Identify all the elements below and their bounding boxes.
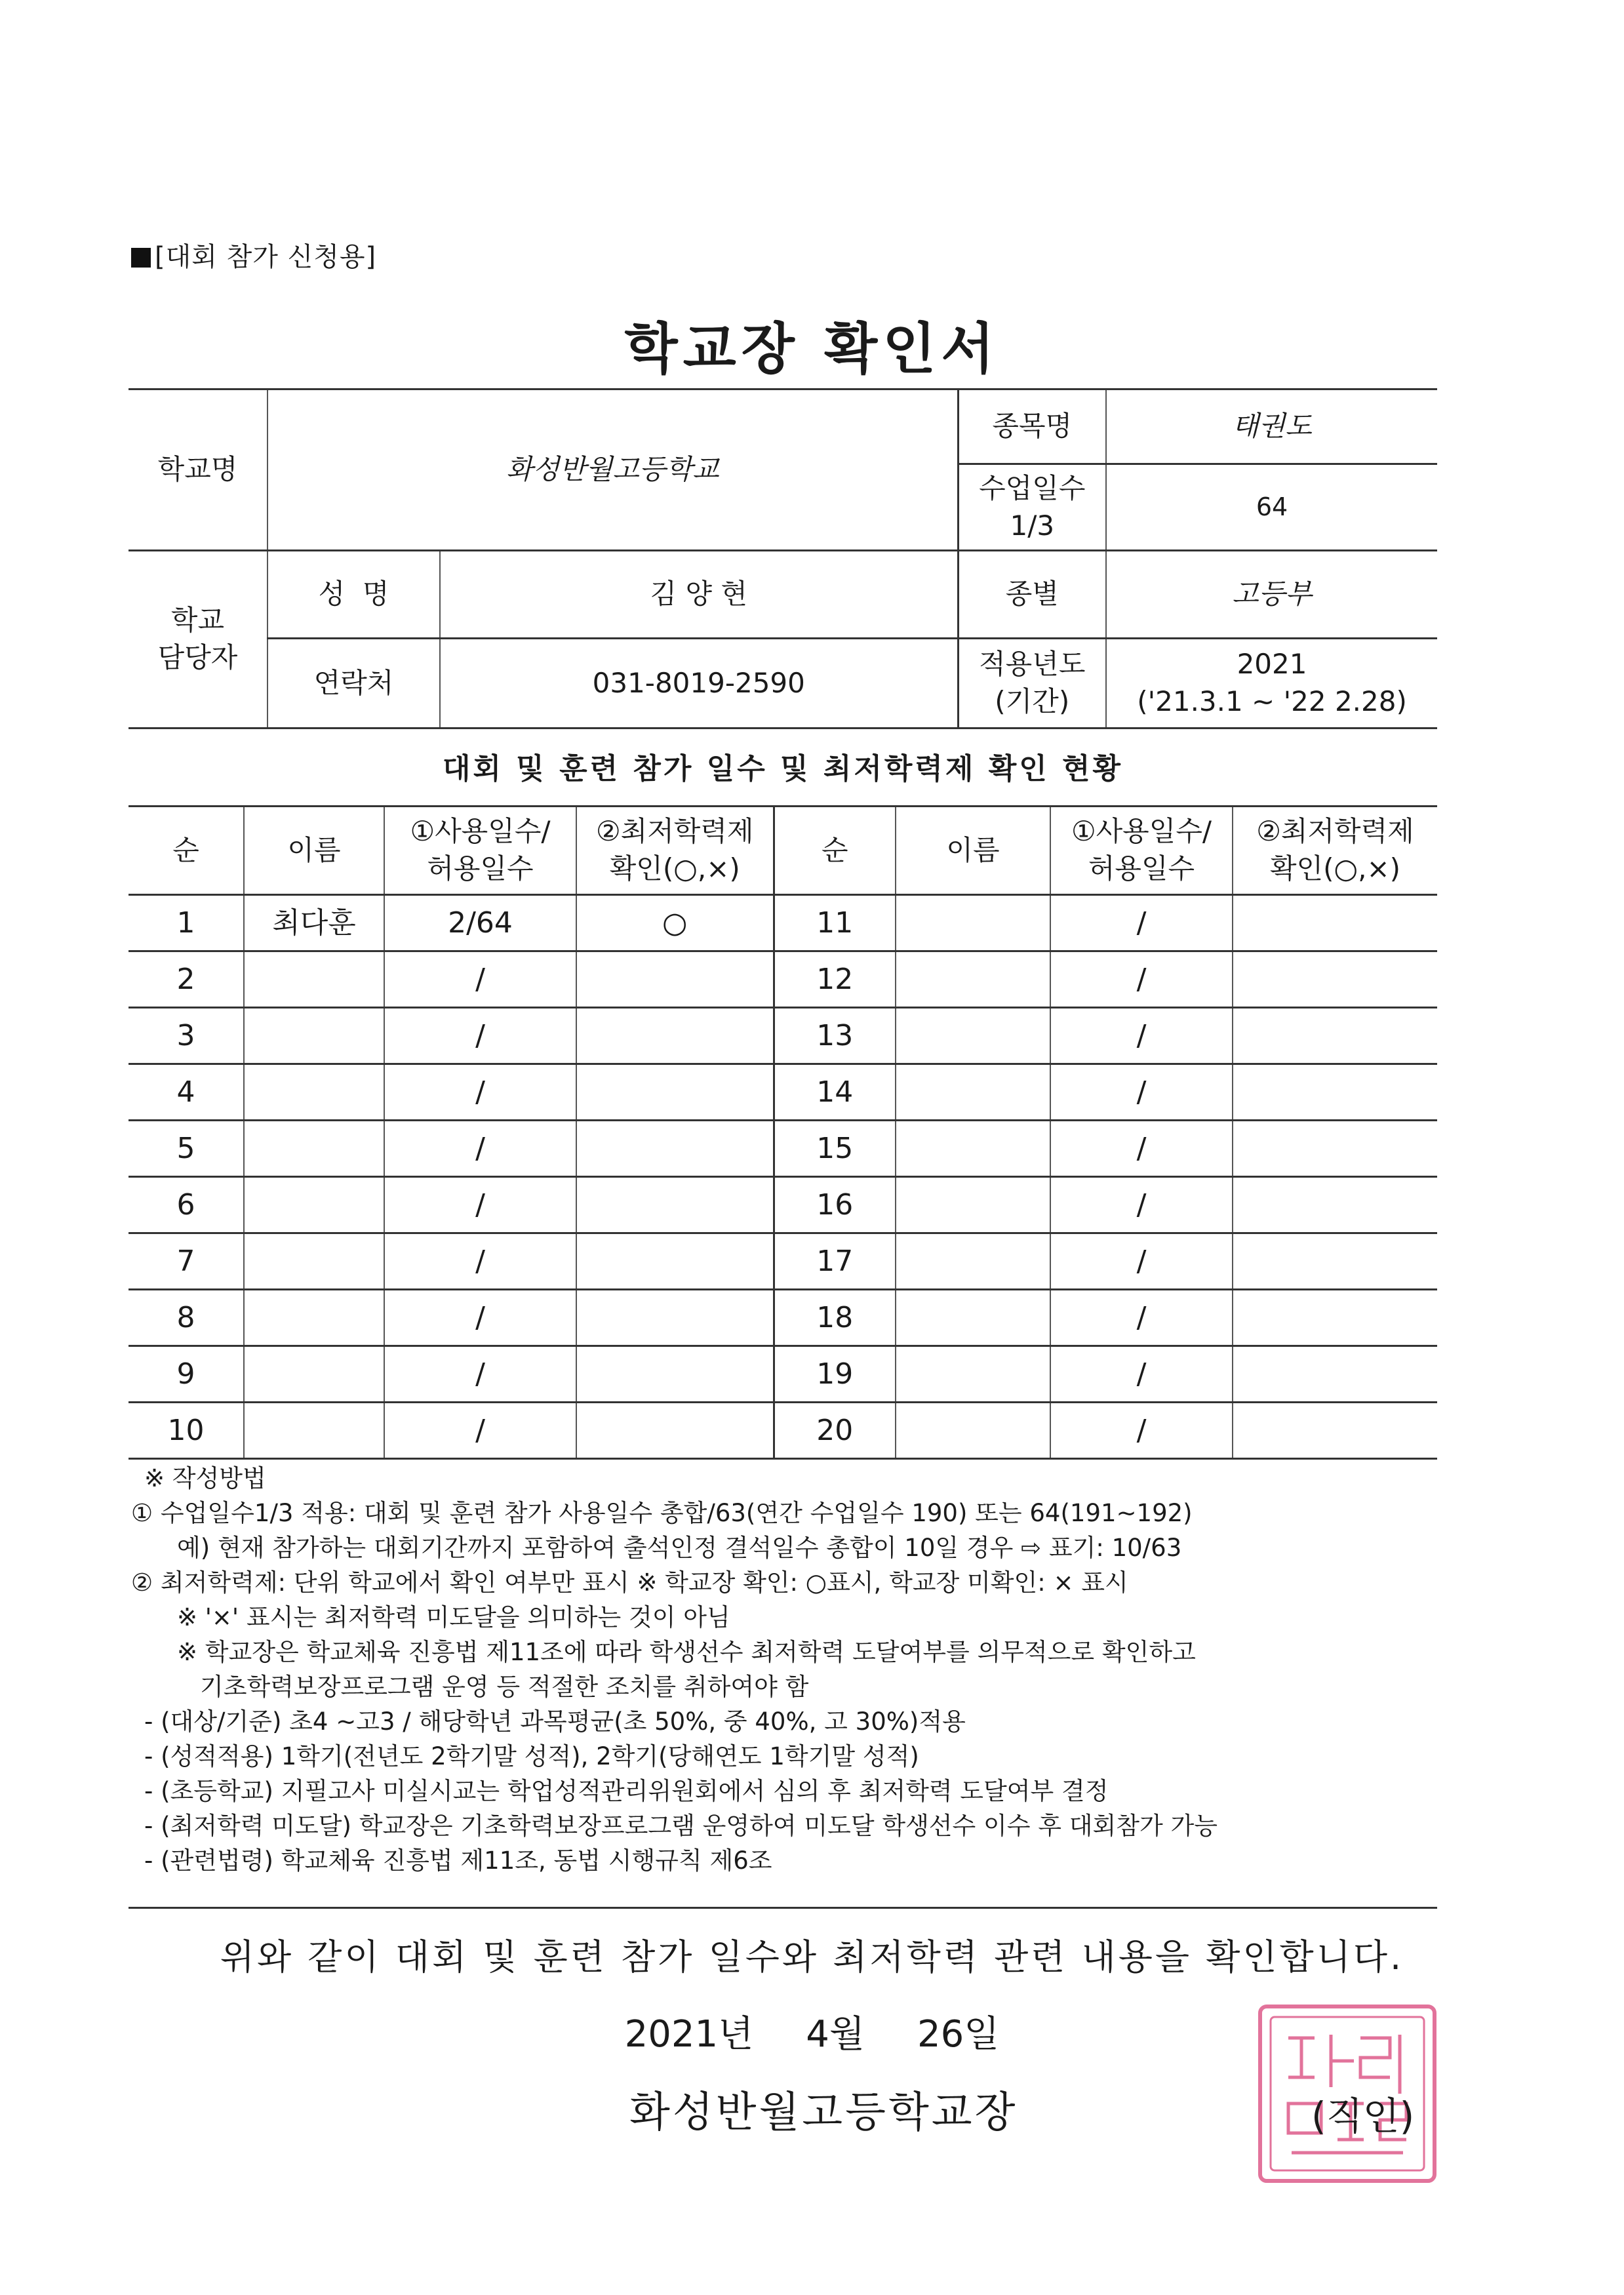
row-name xyxy=(896,1290,1050,1346)
row-name: 최다훈 xyxy=(244,895,384,951)
row-days: / xyxy=(1050,895,1233,951)
note-item: - (대상/기준) 초4 ~고3 / 해당학년 과목평균(초 50%, 중 40%, 고 30%)적용 xyxy=(144,1707,966,1736)
row-check xyxy=(576,1403,774,1459)
row-days: / xyxy=(384,1008,576,1064)
header-name: 이름 xyxy=(896,807,1050,895)
date-year: 2021년 xyxy=(624,2013,754,2056)
row-check xyxy=(1233,1233,1437,1290)
row-check xyxy=(576,1233,774,1290)
header-days: ①사용일수/ 허용일수 xyxy=(1050,807,1233,895)
row-name xyxy=(896,1008,1050,1064)
row-name xyxy=(244,951,384,1008)
section-title: 대회 및 훈련 참가 일수 및 최저학력제 확인 현황 xyxy=(442,752,1124,786)
table-row xyxy=(129,1121,1437,1177)
info-table xyxy=(129,388,1437,729)
row-days: / xyxy=(384,1121,576,1177)
year-label: 적용년도 (기간) xyxy=(958,639,1106,728)
row-no: 5 xyxy=(129,1121,244,1177)
row-days: / xyxy=(384,1403,576,1459)
days-value: 64 xyxy=(1106,464,1437,551)
row-check xyxy=(1233,1346,1437,1403)
row-days: / xyxy=(1050,1290,1233,1346)
row-check xyxy=(576,1064,774,1121)
row-name xyxy=(244,1008,384,1064)
division-label: 종별 xyxy=(958,551,1106,639)
table-row xyxy=(129,1403,1437,1459)
name-value: 김 양 현 xyxy=(440,551,958,639)
row-check xyxy=(576,1290,774,1346)
table-row xyxy=(129,1346,1437,1403)
year-value: 2021 ('21.3.1 ~ '22 2.28) xyxy=(1106,639,1437,728)
row-name xyxy=(244,1064,384,1121)
row-no: 3 xyxy=(129,1008,244,1064)
roster-table xyxy=(129,805,1437,1460)
row-check xyxy=(1233,1121,1437,1177)
notes-heading: ※ 작성방법 xyxy=(144,1464,266,1492)
row-days: / xyxy=(1050,951,1233,1008)
note-item: ※ '×' 표시는 최저학력 미도달을 의미하는 것이 아님 xyxy=(177,1603,730,1631)
row-no: 1 xyxy=(129,895,244,951)
seal-label: (직인) xyxy=(1311,2094,1415,2138)
form-tag: [대회 참가 신청용] xyxy=(131,236,376,273)
square-bullet-icon xyxy=(131,248,151,268)
note-item: ② 최저학력제: 단위 학교에서 확인 여부만 표시 ※ 학교장 확인: ○표시, 학교장 미확인: × 표시 xyxy=(131,1568,1128,1597)
row-no: 13 xyxy=(774,1008,896,1064)
row-name xyxy=(244,1290,384,1346)
contact-value: 031-8019-2590 xyxy=(440,639,958,728)
row-name xyxy=(244,1121,384,1177)
row-no: 19 xyxy=(774,1346,896,1403)
principal-name: 화성반월고등학교장 xyxy=(629,2088,1018,2137)
note-item: 예) 현재 참가하는 대회기간까지 포함하여 출석인정 결석일수 총합이 10일 경우 ⇨ 표기: 10/63 xyxy=(177,1534,1182,1562)
row-no: 11 xyxy=(774,895,896,951)
header-check: ②최저학력제 확인(○,×) xyxy=(1233,807,1437,895)
row-check xyxy=(1233,1290,1437,1346)
row-name xyxy=(244,1403,384,1459)
row-check xyxy=(1233,1177,1437,1233)
date-day: 26일 xyxy=(917,2013,1000,2056)
row-no: 20 xyxy=(774,1403,896,1459)
row-no: 4 xyxy=(129,1064,244,1121)
row-check xyxy=(1233,895,1437,951)
row-check xyxy=(576,1121,774,1177)
row-no: 9 xyxy=(129,1346,244,1403)
confirmation-text: 위와 같이 대회 및 훈련 참가 일수와 최저학력 관련 내용을 확인합니다. xyxy=(220,1936,1404,1978)
row-days: / xyxy=(384,1177,576,1233)
row-check xyxy=(576,1008,774,1064)
school-name: 화성반월고등학교 xyxy=(267,389,958,551)
sport-value: 태권도 xyxy=(1106,389,1437,464)
row-days: / xyxy=(384,951,576,1008)
row-days: / xyxy=(1050,1008,1233,1064)
divider xyxy=(129,1907,1437,1909)
row-check xyxy=(1233,951,1437,1008)
row-days: / xyxy=(1050,1121,1233,1177)
name-label: 성 명 xyxy=(267,551,440,639)
roster-header-row xyxy=(129,807,1437,895)
header-no: 순 xyxy=(774,807,896,895)
row-days: / xyxy=(1050,1064,1233,1121)
row-name xyxy=(896,1121,1050,1177)
row-days: 2/64 xyxy=(384,895,576,951)
row-check xyxy=(1233,1008,1437,1064)
row-days: / xyxy=(1050,1233,1233,1290)
division-value: 고등부 xyxy=(1106,551,1437,639)
table-row xyxy=(129,1177,1437,1233)
note-item: - (관련법령) 학교체육 진흥법 제11조, 동법 시행규칙 제6조 xyxy=(144,1846,772,1875)
row-check xyxy=(1233,1403,1437,1459)
header-no: 순 xyxy=(129,807,244,895)
row-name xyxy=(896,1233,1050,1290)
row-no: 10 xyxy=(129,1403,244,1459)
table-row xyxy=(129,1064,1437,1121)
row-days: / xyxy=(1050,1346,1233,1403)
row-no: 14 xyxy=(774,1064,896,1121)
row-no: 6 xyxy=(129,1177,244,1233)
row-no: 12 xyxy=(774,951,896,1008)
table-row xyxy=(129,895,1437,951)
row-name xyxy=(244,1346,384,1403)
row-no: 16 xyxy=(774,1177,896,1233)
header-name: 이름 xyxy=(244,807,384,895)
note-item: 기초학력보장프로그램 운영 등 적절한 조치를 취하여야 함 xyxy=(200,1673,809,1701)
table-row xyxy=(129,1290,1437,1346)
row-check xyxy=(576,951,774,1008)
page-title: 학교장 확인서 xyxy=(624,317,1000,381)
days-label: 수업일수 1/3 xyxy=(958,464,1106,551)
row-name xyxy=(244,1233,384,1290)
row-name xyxy=(896,1064,1050,1121)
note-item: - (성적적용) 1학기(전년도 2학기말 성적), 2학기(당해연도 1학기말 성적) xyxy=(144,1742,919,1770)
contact-label: 연락처 xyxy=(267,639,440,728)
row-no: 15 xyxy=(774,1121,896,1177)
row-days: / xyxy=(384,1346,576,1403)
row-no: 7 xyxy=(129,1233,244,1290)
row-days: / xyxy=(384,1290,576,1346)
manager-label: 학교 담당자 xyxy=(129,551,267,728)
row-no: 2 xyxy=(129,951,244,1008)
row-no: 8 xyxy=(129,1290,244,1346)
row-name xyxy=(896,951,1050,1008)
row-name xyxy=(896,1177,1050,1233)
row-check xyxy=(576,1346,774,1403)
date-month: 4월 xyxy=(806,2013,865,2056)
row-no: 17 xyxy=(774,1233,896,1290)
table-row xyxy=(129,951,1437,1008)
row-no: 18 xyxy=(774,1290,896,1346)
row-check xyxy=(1233,1064,1437,1121)
sport-label: 종목명 xyxy=(958,389,1106,464)
row-name xyxy=(896,895,1050,951)
school-label: 학교명 xyxy=(129,389,267,551)
row-name xyxy=(896,1346,1050,1403)
header-days: ①사용일수/ 허용일수 xyxy=(384,807,576,895)
row-check: ○ xyxy=(576,895,774,951)
row-name xyxy=(896,1403,1050,1459)
note-item: - (최저학력 미도달) 학교장은 기초학력보장프로그램 운영하여 미도달 학생선수 이수 후 대회참가 가능 xyxy=(144,1812,1218,1840)
row-days: / xyxy=(384,1064,576,1121)
note-item: - (초등학교) 지필고사 미실시교는 학업성적관리위원회에서 심의 후 최저학력 도달여부 결정 xyxy=(144,1777,1109,1805)
row-check xyxy=(576,1177,774,1233)
row-days: / xyxy=(1050,1403,1233,1459)
writing-instructions xyxy=(131,1461,1508,1878)
table-row xyxy=(129,1008,1437,1064)
note-item: ① 수업일수1/3 적용: 대회 및 훈련 참가 사용일수 총합/63(연간 수업일수 190) 또는 64(191~192) xyxy=(131,1499,1193,1527)
note-item: ※ 학교장은 학교체육 진흥법 제11조에 따라 학생선수 최저학력 도달여부를 의무적으로 확인하고 xyxy=(177,1638,1196,1666)
table-row xyxy=(129,1233,1437,1290)
row-days: / xyxy=(384,1233,576,1290)
row-days: / xyxy=(1050,1177,1233,1233)
row-name xyxy=(244,1177,384,1233)
header-check: ②최저학력제 확인(○,×) xyxy=(576,807,774,895)
